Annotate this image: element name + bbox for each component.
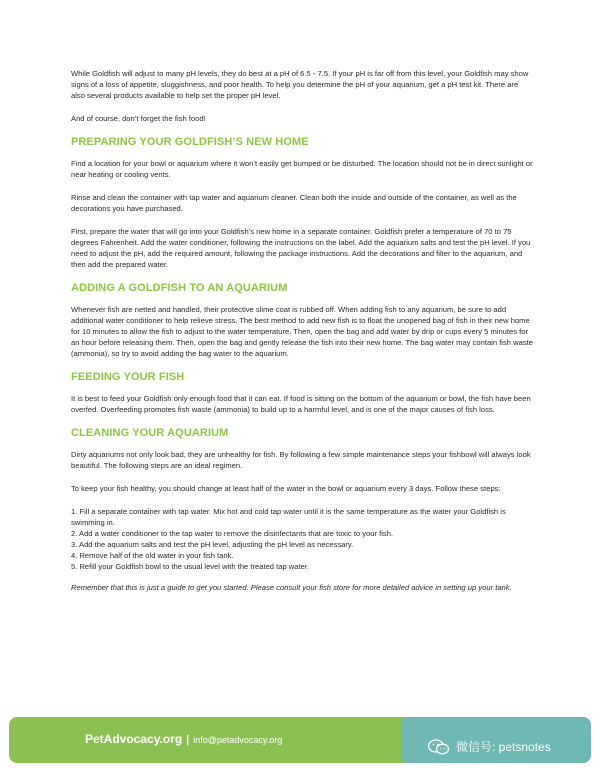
paragraph: Whenever fish are netted and handled, their protective slime coat is rubbed off. When adding fish to any aquarium, be sure to add additional water conditioner to help relieve stress. The best method to add new fish is to float the unopened bag of fish in their new home for 10 minutes to allow the fish to adjust to the water temperature. Then, open the bag and add water by drip or cups every 5 minutes for an hour before releasing them. Then, open the bag and gently release the fish into their new home. The bag water may contain fish waste (ammonia), so try to avoid adding the bag water to the aquarium. [71,305,533,358]
paragraph: To keep your fish healthy, you should change at least half of the water in the bowl or aquarium every 3 days. Follow these steps: [71,484,501,493]
paragraph: Dirty aquariums not only look bad, they are unhealthy for fish. By following a few simple maintenance steps your fishbowl will always look beautiful. The following steps are an ideal regimen. [71,450,531,470]
footer-text [85,732,282,746]
paragraph: Find a location for your bowl or aquarium where it won’t easily get bumped or be disturbed. The location should not be in direct sunlight or near heating or cooling vents. [71,159,533,179]
footer-email-link[interactable]: info@petadvocacy.org [193,735,283,745]
list-item: 5. Refill your Goldfish bowl to the usual level with the treated tap water. [71,562,310,571]
steps-list [71,506,533,572]
watermark [428,738,551,755]
list-item: 2. Add a water conditioner to the tap water to remove the disinfectants that are toxic to your fish. [71,529,394,538]
list-item: 4. Remove half of the old water in your fish tank. [71,551,234,560]
section-heading-cleaning: CLEANING YOUR AQUARIUM [71,427,229,439]
closing-note [71,582,533,593]
footer-site-link[interactable]: PetAdvocacy.org [85,732,183,746]
watermark-text: 微信号: petsnotes [456,740,551,754]
list-item: 1. Fill a separate container with tap water. Mix hot and cold tap water until it is the same temperature as the water your Goldfish is swimming in. [71,507,506,527]
intro-paragraph: While Goldfish will adjust to many pH levels, they do best at a pH of 6.5 - 7.5. If your pH is far off from this level, your Goldfish may show signs of a loss of appetite, sluggishness, and poor health. To help you determine the pH of your aquarium, get a pH test kit. There are also several products available to help set the proper pH level. [71,69,529,100]
section-heading-adding: ADDING A GOLDFISH TO AN AQUARIUM [71,282,288,294]
document-body [71,68,533,605]
list-item: 3. Add the aquarium salts and test the pH level, adjusting the pH level as necessary. [71,540,354,549]
paragraph: It is best to feed your Goldfish only enough food that it can eat. If food is sitting on the bottom of the aquarium or bowl, the fish have been overfed. Overfeeding promotes fish waste (ammonia) to build up to a harmful level, and is one of the major causes of fish loss. [71,394,531,414]
section-heading-feeding: FEEDING YOUR FISH [71,371,185,383]
section-heading-preparing: PREPARING YOUR GOLDFISH’S NEW HOME [71,136,309,148]
wechat-icon [428,739,450,755]
intro-paragraph: And of course, don’t forget the fish food! [71,114,206,123]
paragraph: First, prepare the water that will go into your Goldfish’s new home in a separate container. Goldfish prefer a temperature of 70 to 75 degrees Fahrenheit. Add the water conditioner, following the instructions on the label. Add the aquarium salts and test the pH level. If you need to adjust the pH, add the required amount, following the package instructions. Add the decorations and filter to the aquarium, and then add the prepared water. [71,227,531,269]
paragraph: Rinse and clean the container with tap water and aquarium cleaner. Clean both the inside and outside of the container, as well as the decorations you have purchased. [71,193,517,213]
footer-separator: | [186,734,190,746]
closing-note-text: Remember that this is just a guide to get you started. Please consult your fish store for more detailed advice in setting up your tank. [71,583,512,592]
